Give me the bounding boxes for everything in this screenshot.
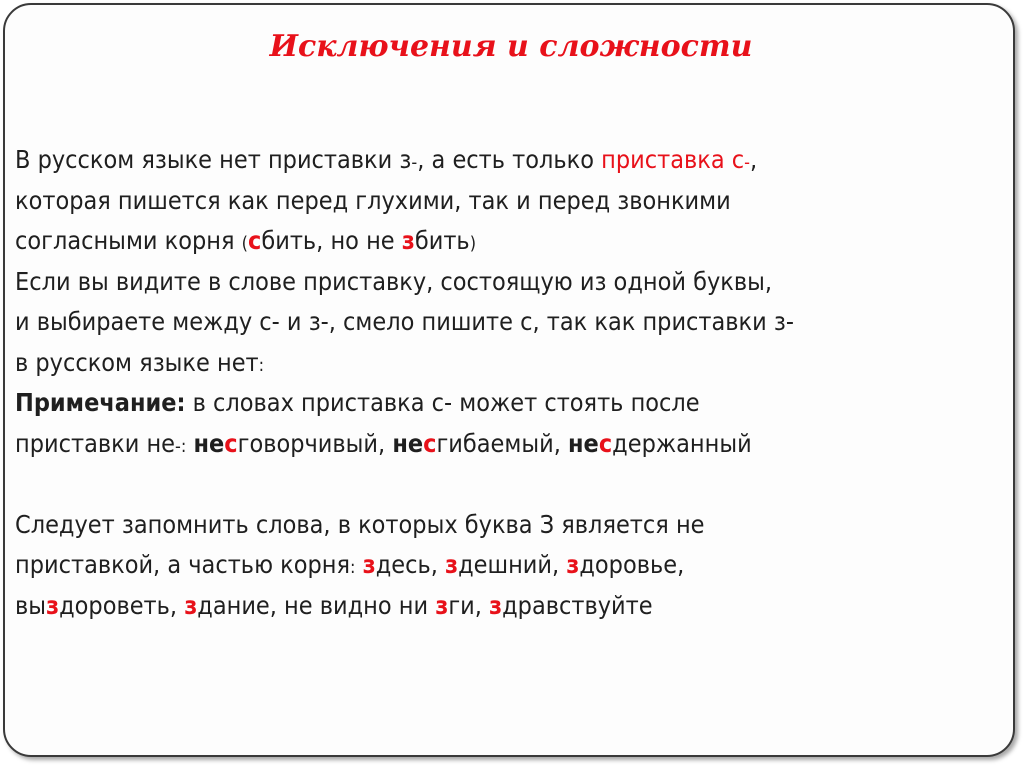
- slide: [3, 3, 1015, 757]
- note-line-2: [15, 424, 1013, 465]
- blank-line: [15, 464, 1013, 505]
- paragraph-3-line-1: Следует запомнить слова, в которых буква З является не: [15, 509, 705, 539]
- prefix-text: не: [568, 428, 599, 458]
- highlight-letter: з: [46, 590, 60, 620]
- slide-title: Исключения и сложности: [269, 29, 753, 64]
- highlight-letter: з: [401, 226, 415, 255]
- text: ,: [749, 145, 758, 174]
- text: вы: [15, 590, 47, 620]
- text: приставкой, а частью корня: [15, 550, 350, 579]
- highlight-letter: з: [362, 550, 376, 579]
- prefix-text: не: [392, 428, 424, 458]
- text: доровье,: [579, 550, 685, 579]
- text: бить, но не: [261, 226, 402, 255]
- highlight-letter: з: [566, 550, 580, 579]
- note-line-1: [15, 383, 1013, 424]
- text: приставки не: [15, 428, 175, 458]
- highlight-letter: з: [184, 590, 198, 620]
- text: дравствуйте: [502, 590, 653, 620]
- text: -:: [175, 435, 187, 457]
- highlight-text: -: [744, 152, 750, 173]
- text: бить: [414, 226, 470, 255]
- text: в словах приставка с- может стоять после: [185, 388, 700, 417]
- text: В русском языке нет приставки з: [15, 145, 412, 174]
- highlight-letter: з: [435, 590, 449, 620]
- text: согласными корня: [15, 226, 242, 255]
- highlight-letter: с: [224, 428, 238, 458]
- text: , а есть только: [417, 145, 602, 174]
- paragraph-2-line-3: [15, 343, 1013, 384]
- highlight-text: приставка с: [601, 145, 745, 174]
- paragraph-2-line-1: Если вы видите в слове приставку, состоящую из одной буквы,: [15, 266, 773, 296]
- text: гибаемый,: [436, 428, 569, 458]
- paragraph-1-line-1: [15, 140, 1013, 181]
- text: :: [350, 557, 356, 578]
- highlight-letter: с: [423, 428, 437, 458]
- paragraph-1-line-3: [15, 221, 1013, 262]
- text: дание, не видно ни: [197, 590, 436, 620]
- text: (: [241, 233, 248, 254]
- text: :: [258, 354, 265, 376]
- text: десь,: [375, 550, 446, 579]
- highlight-letter: з: [489, 590, 503, 620]
- highlight-letter: с: [248, 226, 262, 255]
- highlight-letter: с: [598, 428, 613, 458]
- note-label: Примечание:: [15, 388, 186, 417]
- text: -: [411, 152, 418, 173]
- text: в русском языке нет: [15, 347, 259, 377]
- text: дороветь,: [59, 590, 185, 620]
- text: держанный: [612, 428, 752, 458]
- text: ги,: [448, 590, 490, 620]
- paragraph-2-line-2: и выбираете между с- и з-, смело пишите с, так как приставки з-: [15, 307, 794, 336]
- prefix-text: не: [193, 428, 225, 458]
- paragraph-1-line-2: которая пишется как перед глухими, так и перед звонкими: [15, 185, 731, 215]
- highlight-letter: з: [445, 550, 459, 579]
- paragraph-3-line-2: [15, 545, 1013, 586]
- slide-body: [15, 140, 1013, 626]
- text: ): [469, 233, 477, 254]
- text: говорчивый,: [237, 428, 393, 458]
- text: [355, 550, 362, 579]
- text: дешний,: [458, 550, 567, 579]
- paragraph-3-line-3: [15, 586, 1013, 627]
